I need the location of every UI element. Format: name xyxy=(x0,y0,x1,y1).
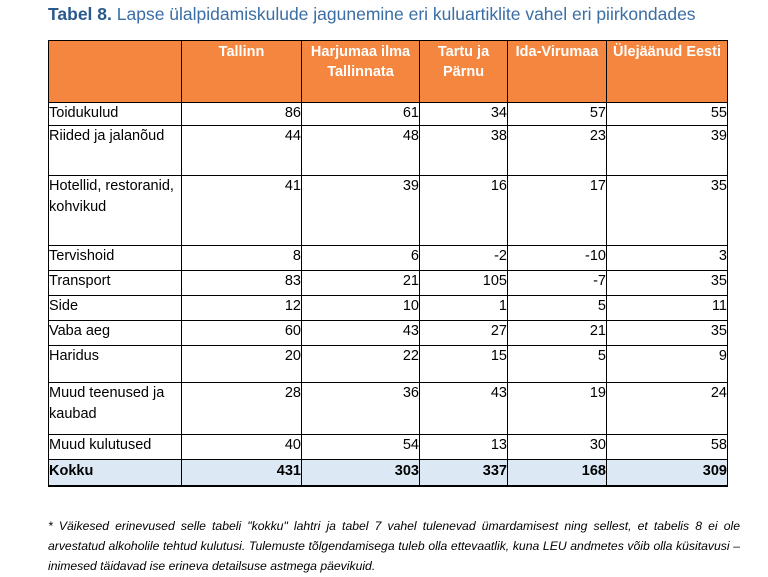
value-cell: 17 xyxy=(508,176,607,246)
value-cell: 48 xyxy=(302,126,420,176)
value-cell: 41 xyxy=(182,176,302,246)
value-cell: -2 xyxy=(420,246,508,271)
value-cell: 36 xyxy=(302,383,420,435)
value-cell: 10 xyxy=(302,296,420,321)
total-value-cell: 303 xyxy=(302,460,420,486)
table-row xyxy=(49,296,728,321)
value-cell: 60 xyxy=(182,321,302,346)
value-cell: 11 xyxy=(607,296,728,321)
value-cell: 54 xyxy=(302,435,420,460)
column-header-ida-virumaa: Ida-Virumaa xyxy=(508,41,607,103)
value-cell: 9 xyxy=(607,346,728,383)
value-cell: 19 xyxy=(508,383,607,435)
value-cell: 21 xyxy=(302,271,420,296)
row-label: Tervishoid xyxy=(49,246,182,271)
value-cell: 6 xyxy=(302,246,420,271)
row-label: Toidukulud xyxy=(49,103,182,126)
value-cell: 15 xyxy=(420,346,508,383)
table-row xyxy=(49,126,728,176)
value-cell: 27 xyxy=(420,321,508,346)
value-cell: 5 xyxy=(508,296,607,321)
row-label: Muud teenused ja kaubad xyxy=(49,383,182,435)
value-cell: 3 xyxy=(607,246,728,271)
table-row xyxy=(49,103,728,126)
table-row xyxy=(49,246,728,271)
table-title: Lapse ülalpidamiskulude jagunemine eri kuluartiklite vahel eri piirkondades xyxy=(116,4,696,24)
table-row xyxy=(49,383,728,435)
table-number: Tabel 8. xyxy=(48,4,112,24)
value-cell: 105 xyxy=(420,271,508,296)
value-cell: 39 xyxy=(302,176,420,246)
expenditure-table xyxy=(48,40,728,487)
value-cell: 35 xyxy=(607,321,728,346)
value-cell: -7 xyxy=(508,271,607,296)
value-cell: 13 xyxy=(420,435,508,460)
value-cell: 35 xyxy=(607,176,728,246)
value-cell: 20 xyxy=(182,346,302,383)
table-row xyxy=(49,346,728,383)
value-cell: 24 xyxy=(607,383,728,435)
footnote: * Väikesed erinevused selle tabeli "kokku" lahtri ja tabel 7 vahel tulenevad ümardamisest ning sellest, et tabelis 8 ei ole arvestatud alkoholile tehtud kulutusi. Tulemuste tõlgendamisega tuleb olla ettevaatlik, kuna LEU andmetes võib olla küsitavusi – inimesed täidavad ise erineva detailsuse astmega päevikuid. xyxy=(48,519,740,573)
row-label: Hotellid, restoranid, kohvikud xyxy=(49,176,182,246)
value-cell: 43 xyxy=(302,321,420,346)
value-cell: 43 xyxy=(420,383,508,435)
value-cell: 40 xyxy=(182,435,302,460)
value-cell: 35 xyxy=(607,271,728,296)
value-cell: 30 xyxy=(508,435,607,460)
value-cell: -10 xyxy=(508,246,607,271)
total-value-cell: 337 xyxy=(420,460,508,486)
total-row xyxy=(49,460,728,486)
value-cell: 57 xyxy=(508,103,607,126)
value-cell: 61 xyxy=(302,103,420,126)
header-corner-cell xyxy=(49,41,182,103)
value-cell: 5 xyxy=(508,346,607,383)
value-cell: 44 xyxy=(182,126,302,176)
value-cell: 34 xyxy=(420,103,508,126)
column-header-tartu-parnu: Tartu ja Pärnu xyxy=(420,41,508,103)
total-value-cell: 431 xyxy=(182,460,302,486)
table-row xyxy=(49,435,728,460)
value-cell: 86 xyxy=(182,103,302,126)
column-header-ulejaanud-eesti: Ülejäänud Eesti xyxy=(607,41,728,103)
row-label: Transport xyxy=(49,271,182,296)
column-header-tallinn: Tallinn xyxy=(182,41,302,103)
column-header-harjumaa: Harjumaa ilma Tallinnata xyxy=(302,41,420,103)
value-cell: 23 xyxy=(508,126,607,176)
total-value-cell: 168 xyxy=(508,460,607,486)
total-label: Kokku xyxy=(49,460,182,486)
value-cell: 21 xyxy=(508,321,607,346)
value-cell: 83 xyxy=(182,271,302,296)
table-row xyxy=(49,271,728,296)
value-cell: 8 xyxy=(182,246,302,271)
total-value-cell: 309 xyxy=(607,460,728,486)
row-label: Haridus xyxy=(49,346,182,383)
row-label: Side xyxy=(49,296,182,321)
header-row xyxy=(49,41,728,103)
value-cell: 28 xyxy=(182,383,302,435)
row-label: Muud kulutused xyxy=(49,435,182,460)
value-cell: 39 xyxy=(607,126,728,176)
table-row xyxy=(49,321,728,346)
table-caption xyxy=(48,4,696,25)
value-cell: 12 xyxy=(182,296,302,321)
value-cell: 16 xyxy=(420,176,508,246)
value-cell: 22 xyxy=(302,346,420,383)
value-cell: 58 xyxy=(607,435,728,460)
row-label: Vaba aeg xyxy=(49,321,182,346)
value-cell: 38 xyxy=(420,126,508,176)
row-label: Riided ja jalanõud xyxy=(49,126,182,176)
table-row xyxy=(49,176,728,246)
table-body xyxy=(49,103,728,486)
value-cell: 1 xyxy=(420,296,508,321)
value-cell: 55 xyxy=(607,103,728,126)
